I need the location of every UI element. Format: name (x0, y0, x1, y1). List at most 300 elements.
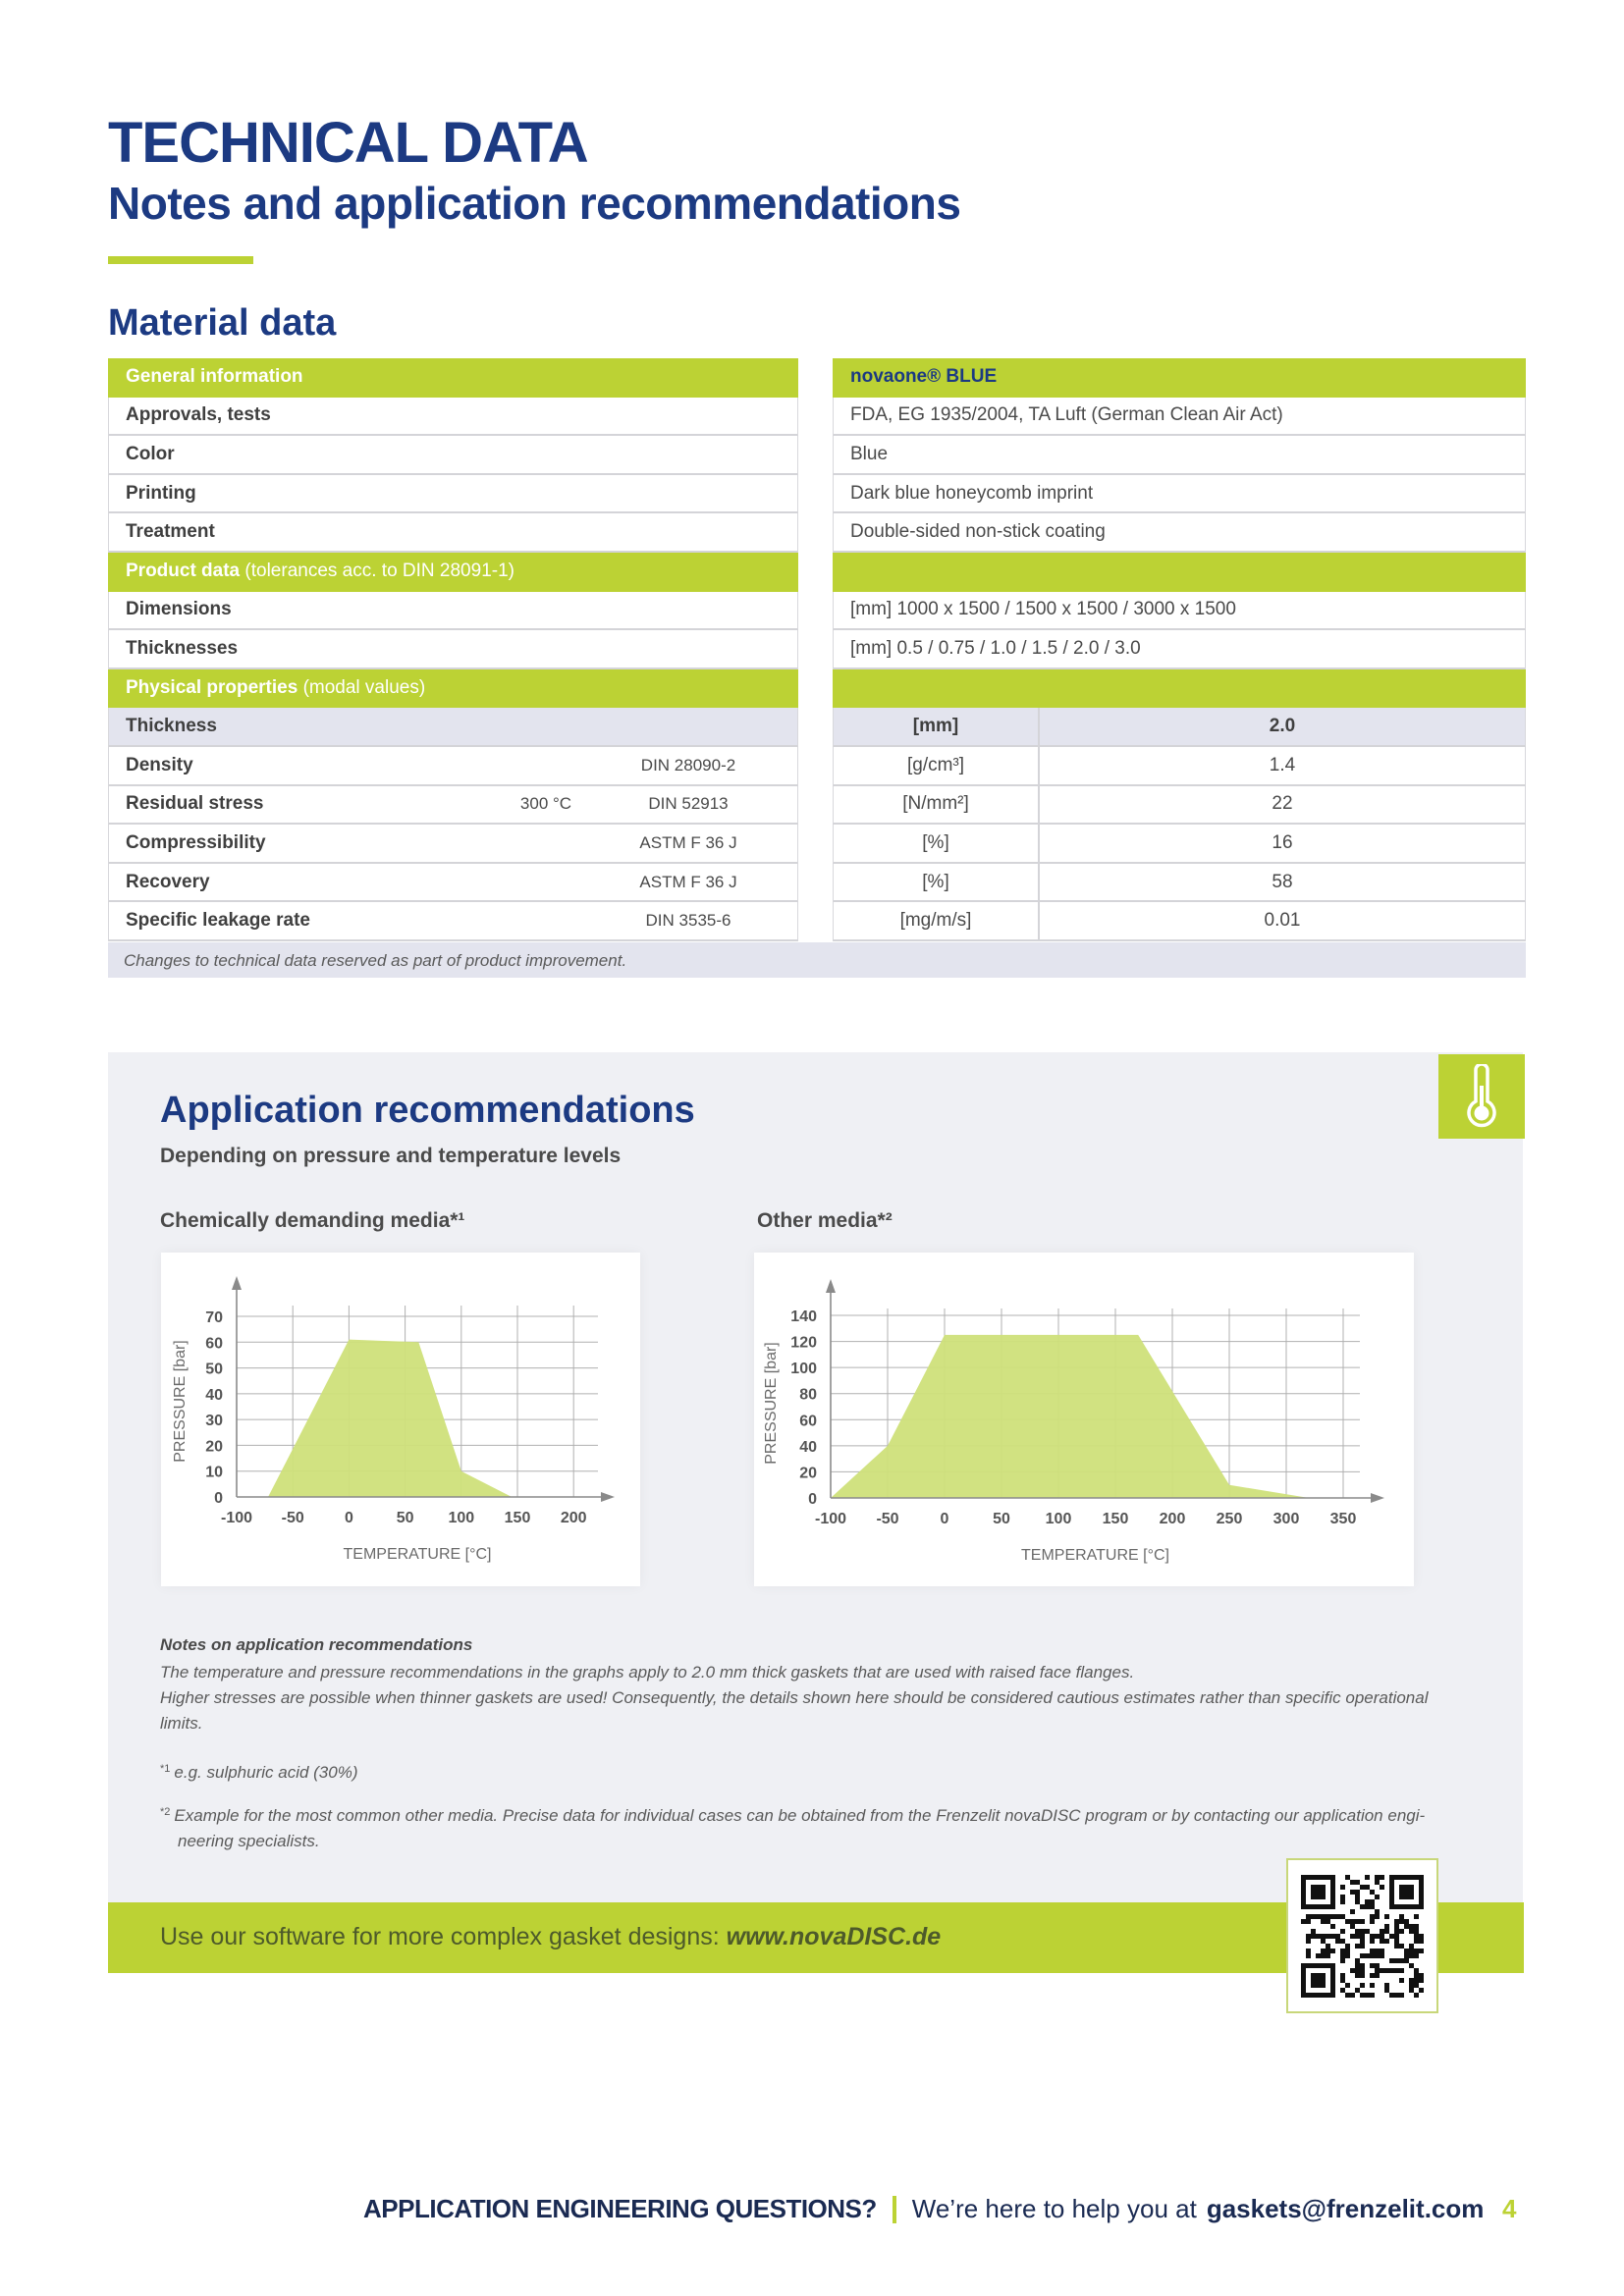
row-standard: DIN 28090-2 (640, 755, 736, 774)
qr-module (1414, 1939, 1419, 1944)
software-banner-text (160, 1923, 941, 1951)
qr-finder-core (1399, 1885, 1414, 1899)
qr-module (1384, 1983, 1389, 1988)
section-header-general (108, 358, 798, 398)
qr-module (1414, 1929, 1419, 1934)
qr-finder-core (1311, 1973, 1326, 1988)
qr-module (1399, 1944, 1404, 1949)
row-value: Double-sided non-stick coating (850, 521, 1106, 543)
qr-module (1360, 1904, 1365, 1909)
section-header-physical (108, 669, 798, 709)
qr-module (1355, 1973, 1360, 1978)
footnote-text: e.g. sulphuric acid (30%) (174, 1763, 358, 1782)
unit-cell: [N/mm²] (834, 786, 1040, 824)
qr-module (1384, 1968, 1389, 1973)
qr-code[interactable] (1286, 1858, 1438, 2013)
qr-module (1375, 1968, 1380, 1973)
qr-module (1414, 1973, 1419, 1978)
qr-module (1321, 1919, 1326, 1924)
qr-module (1345, 1993, 1350, 1998)
row-standard: DIN 3535-6 (645, 911, 731, 931)
qr-module (1360, 1963, 1365, 1968)
chart1-title: Chemically demanding media*¹ (160, 1209, 465, 1232)
y-tick-label: 10 (205, 1464, 223, 1481)
novadisc-link[interactable]: www.novaDISC.de (726, 1923, 942, 1950)
y-tick-label: 30 (205, 1413, 223, 1430)
qr-module (1311, 1914, 1316, 1919)
qr-module (1419, 1949, 1424, 1953)
x-tick-label: -50 (281, 1510, 304, 1526)
table-row (108, 864, 798, 903)
footnote-mark: *1 (160, 1763, 171, 1775)
qr-module (1360, 1885, 1365, 1890)
qr-module (1409, 1949, 1414, 1953)
y-axis-arrow (826, 1279, 836, 1293)
accent-rule (108, 256, 253, 264)
value-cell: 1.4 (1269, 754, 1296, 775)
row-value: [mm] 1000 x 1500 / 1500 x 1500 / 3000 x 1500 (850, 599, 1236, 620)
value-cell: 22 (1272, 793, 1293, 815)
qr-module (1326, 1949, 1330, 1953)
qr-module (1399, 1968, 1404, 1973)
qr-module (1380, 1885, 1384, 1890)
qr-module (1340, 1978, 1345, 1983)
footer-question: APPLICATION ENGINEERING QUESTIONS? (363, 2194, 877, 2223)
qr-module (1360, 1919, 1365, 1924)
row-standard: ASTM F 36 J (639, 832, 737, 852)
row-label: Thicknesses (126, 637, 239, 659)
qr-module (1414, 1983, 1419, 1988)
qr-module (1326, 1953, 1330, 1958)
qr-module (1335, 1939, 1340, 1944)
physical-header-note: (modal values) (302, 676, 426, 698)
table-row (108, 747, 798, 786)
qr-module (1340, 1958, 1345, 1963)
qr-module (1360, 1983, 1365, 1988)
y-tick-label: 80 (799, 1386, 817, 1404)
qr-module (1370, 1973, 1375, 1978)
qr-module (1380, 1934, 1384, 1939)
qr-module (1375, 1973, 1380, 1978)
qr-module (1340, 1953, 1345, 1958)
row-label: Thickness (126, 716, 217, 737)
row-label: Color (126, 443, 175, 464)
qr-module (1350, 1919, 1355, 1924)
row-label: Specific leakage rate (126, 910, 310, 932)
x-tick-label: 300 (1272, 1511, 1300, 1527)
qr-module (1321, 1949, 1326, 1953)
page-number: 4 (1502, 2194, 1517, 2223)
table-row (833, 513, 1526, 553)
note-line: Higher stresses are possible when thinner gaskets are used! Consequently, the details shown here should be considered cautious estimates rather than specific operational (160, 1688, 1429, 1707)
qr-module (1370, 1890, 1375, 1895)
qr-module (1370, 1949, 1375, 1953)
qr-module (1345, 1875, 1350, 1880)
qr-module (1375, 1934, 1380, 1939)
qr-module (1394, 1934, 1399, 1939)
qr-module (1335, 1914, 1340, 1919)
qr-module (1419, 1973, 1424, 1978)
x-tick-label: 200 (560, 1510, 587, 1526)
footer-help-text: We’re here to help you at (911, 2194, 1197, 2223)
thermometer-icon (1462, 1064, 1501, 1129)
qr-module (1365, 1953, 1370, 1958)
footnote-2-continued: neering specialists. (178, 1832, 320, 1850)
qr-module (1330, 1949, 1335, 1953)
qr-module (1384, 1929, 1389, 1934)
pressure-temperature-area (268, 1340, 512, 1497)
row-label: Compressibility (126, 831, 266, 853)
qr-module (1365, 1904, 1370, 1909)
qr-module (1326, 1934, 1330, 1939)
qr-module (1365, 1885, 1370, 1890)
product-name-header (833, 358, 1526, 398)
qr-module (1306, 1953, 1311, 1958)
qr-module (1370, 1899, 1375, 1904)
y-axis-label: PRESSURE [bar] (763, 1342, 780, 1465)
x-tick-label: 0 (940, 1511, 949, 1527)
x-tick-label: 150 (1102, 1511, 1129, 1527)
qr-module (1355, 1988, 1360, 1993)
qr-module (1306, 1949, 1311, 1953)
qr-module (1399, 1978, 1404, 1983)
qr-finder-core (1311, 1885, 1326, 1899)
table-row (833, 436, 1526, 475)
x-tick-label: 150 (504, 1510, 531, 1526)
chart2-title: Other media*² (757, 1209, 893, 1232)
qr-module (1350, 1993, 1355, 1998)
qr-module (1399, 1929, 1404, 1934)
qr-module (1375, 1880, 1380, 1885)
qr-module (1370, 1993, 1375, 1998)
unit-cell: [g/cm³] (834, 747, 1040, 784)
x-axis-label: TEMPERATURE [°C] (1021, 1547, 1169, 1564)
qr-module (1380, 1949, 1384, 1953)
x-axis-arrow (1371, 1493, 1384, 1503)
physical-header-title: Physical properties (126, 676, 298, 698)
qr-module (1414, 1968, 1419, 1973)
qr-module (1355, 1899, 1360, 1904)
x-tick-label: -100 (220, 1510, 253, 1526)
qr-module (1321, 1914, 1326, 1919)
qr-module (1330, 1914, 1335, 1919)
chart-chemically-demanding (161, 1253, 640, 1586)
qr-module (1394, 1968, 1399, 1973)
qr-module (1355, 1944, 1360, 1949)
qr-module (1365, 1899, 1370, 1904)
qr-module (1370, 1953, 1375, 1958)
section-header-label: General information (126, 365, 303, 387)
qr-module (1375, 1875, 1380, 1880)
qr-module (1350, 1968, 1355, 1973)
qr-module (1340, 1885, 1345, 1890)
qr-module (1355, 1890, 1360, 1895)
qr-module (1380, 1953, 1384, 1958)
note-line: limits. (160, 1714, 203, 1733)
x-tick-label: 50 (993, 1511, 1010, 1527)
y-tick-label: 40 (799, 1438, 817, 1456)
y-tick-label: 140 (790, 1308, 817, 1325)
qr-module (1340, 1939, 1345, 1944)
qr-module (1355, 1958, 1360, 1963)
qr-module (1370, 1934, 1375, 1939)
qr-module (1419, 1988, 1424, 1993)
x-tick-label: 200 (1159, 1511, 1186, 1527)
qr-module (1326, 1919, 1330, 1924)
table-row (833, 902, 1526, 941)
qr-module (1414, 1993, 1419, 1998)
qr-module (1380, 1939, 1384, 1944)
qr-module (1394, 1939, 1399, 1944)
row-value: Dark blue honeycomb imprint (850, 482, 1094, 504)
x-tick-label: 100 (1045, 1511, 1072, 1527)
qr-module (1389, 1968, 1394, 1973)
qr-module (1340, 1899, 1345, 1904)
table-row (108, 786, 798, 826)
table-row (108, 630, 798, 669)
chart1-svg (161, 1253, 640, 1586)
qr-module (1340, 1949, 1345, 1953)
qr-module (1409, 1924, 1414, 1929)
qr-module (1350, 1880, 1355, 1885)
qr-module (1355, 1968, 1360, 1973)
qr-module (1330, 1924, 1335, 1929)
product-header-note: (tolerances acc. to DIN 28091-1) (244, 560, 514, 581)
qr-code-icon (1301, 1875, 1424, 1998)
qr-module (1370, 1919, 1375, 1924)
row-standard: DIN 52913 (648, 794, 729, 814)
qr-module (1404, 1953, 1409, 1958)
product-header-title: Product data (126, 560, 241, 581)
footnote-text: Example for the most common other media. Precise data for individual cases can be obtained from the Frenzelit novaDISC program or by contacting our application engi- (174, 1806, 1426, 1825)
qr-module (1370, 1904, 1375, 1909)
unit-cell: [mg/m/s] (834, 902, 1040, 939)
section-header-label (109, 677, 425, 699)
note-line: The temperature and pressure recommendations in the graphs apply to 2.0 mm thick gaskets that are used with raised face flanges. (160, 1663, 1135, 1682)
qr-module (1360, 1934, 1365, 1939)
material-data-heading: Material data (108, 302, 337, 344)
qr-module (1340, 1895, 1345, 1899)
pressure-temperature-area (831, 1335, 1309, 1498)
qr-module (1414, 1924, 1419, 1929)
qr-module (1316, 1914, 1321, 1919)
qr-module (1394, 1919, 1399, 1924)
qr-module (1345, 1944, 1350, 1949)
y-tick-label: 50 (205, 1361, 223, 1378)
chart2-svg (754, 1253, 1414, 1586)
qr-module (1345, 1949, 1350, 1953)
row-standard: ASTM F 36 J (639, 872, 737, 891)
application-heading: Application recommendations (160, 1090, 695, 1131)
qr-module (1330, 1934, 1335, 1939)
row-value: FDA, EG 1935/2004, TA Luft (German Clean Air Act) (850, 404, 1283, 426)
footer-divider (893, 2196, 896, 2223)
qr-module (1370, 1963, 1375, 1968)
qr-module (1404, 1924, 1409, 1929)
row-label: Dimensions (126, 599, 232, 620)
qr-module (1399, 1958, 1404, 1963)
page-title: TECHNICAL DATA (108, 111, 588, 175)
qr-module (1384, 1914, 1389, 1919)
qr-module (1389, 1958, 1394, 1963)
section-spacer (833, 553, 1526, 592)
table-row (833, 630, 1526, 669)
table-row (108, 825, 798, 864)
y-tick-label: 20 (205, 1438, 223, 1456)
qr-module (1370, 1914, 1375, 1919)
row-label: Residual stress (126, 793, 264, 815)
row-label: Printing (126, 482, 196, 504)
footnote-2 (160, 1806, 1425, 1826)
qr-module (1365, 1993, 1370, 1998)
qr-module (1404, 1919, 1409, 1924)
qr-module (1321, 1934, 1326, 1939)
table-row (108, 902, 798, 941)
application-subheading: Depending on pressure and temperature levels (160, 1145, 622, 1167)
qr-module (1345, 1919, 1350, 1924)
qr-module (1409, 1953, 1414, 1958)
x-tick-label: 50 (396, 1510, 414, 1526)
row-label: Density (126, 754, 193, 775)
y-tick-label: 100 (790, 1361, 817, 1378)
qr-module (1340, 1914, 1345, 1919)
qr-module (1414, 1949, 1419, 1953)
table-row (833, 475, 1526, 514)
value-cell: 2.0 (1269, 716, 1296, 737)
notes-title: Notes on application recommendations (160, 1635, 473, 1654)
qr-module (1370, 1983, 1375, 1988)
y-tick-label: 0 (214, 1490, 223, 1507)
qr-module (1365, 1875, 1370, 1880)
qr-module (1340, 1973, 1345, 1978)
row-label: Treatment (126, 521, 215, 543)
qr-module (1394, 1944, 1399, 1949)
y-tick-label: 120 (790, 1334, 817, 1352)
qr-module (1355, 1880, 1360, 1885)
page-subtitle: Notes and application recommendations (108, 178, 961, 229)
table-row (108, 398, 798, 437)
qr-module (1340, 1988, 1345, 1993)
qr-module (1389, 1934, 1394, 1939)
qr-module (1350, 1924, 1355, 1929)
x-axis-arrow (601, 1492, 615, 1502)
qr-module (1375, 1895, 1380, 1899)
qr-module (1394, 1958, 1399, 1963)
qr-module (1399, 1914, 1404, 1919)
x-tick-label: -50 (876, 1511, 899, 1527)
qr-module (1380, 1929, 1384, 1934)
footnote-mark: *2 (160, 1806, 171, 1818)
x-tick-label: 350 (1329, 1511, 1357, 1527)
qr-module (1380, 1875, 1384, 1880)
thermometer-badge (1438, 1054, 1525, 1139)
y-tick-label: 40 (205, 1386, 223, 1404)
qr-module (1355, 1929, 1360, 1934)
qr-module (1384, 1988, 1389, 1993)
qr-module (1355, 1934, 1360, 1939)
table-row (833, 398, 1526, 437)
chart-other-media (754, 1253, 1414, 1586)
banner-text: Use our software for more complex gasket designs: (160, 1923, 727, 1950)
qr-module (1375, 1949, 1380, 1953)
x-axis-label: TEMPERATURE [°C] (343, 1546, 492, 1563)
y-tick-label: 60 (799, 1413, 817, 1430)
material-table-labels (108, 358, 798, 941)
qr-module (1409, 1988, 1414, 1993)
qr-module (1306, 1939, 1311, 1944)
qr-module (1306, 1914, 1311, 1919)
qr-module (1414, 1914, 1419, 1919)
qr-module (1375, 1953, 1380, 1958)
unit-cell: [mm] (834, 708, 1040, 745)
qr-module (1360, 1939, 1365, 1944)
qr-module (1301, 1919, 1306, 1924)
qr-module (1311, 1934, 1316, 1939)
unit-cell: [%] (834, 864, 1040, 901)
table-row (108, 475, 798, 514)
table-row (108, 592, 798, 631)
unit-cell: [%] (834, 825, 1040, 862)
qr-module (1419, 1978, 1424, 1983)
table-row (833, 747, 1526, 786)
qr-module (1404, 1958, 1409, 1963)
qr-module (1316, 1953, 1321, 1958)
x-tick-label: 0 (344, 1510, 353, 1526)
qr-module (1326, 1944, 1330, 1949)
qr-module (1360, 1944, 1365, 1949)
qr-module (1399, 1993, 1404, 1998)
qr-module (1409, 1929, 1414, 1934)
row-condition: 300 °C (519, 794, 572, 814)
y-tick-label: 60 (205, 1335, 223, 1353)
qr-module (1360, 1953, 1365, 1958)
qr-module (1389, 1993, 1394, 1998)
qr-module (1350, 1934, 1355, 1939)
qr-module (1340, 1929, 1345, 1934)
qr-module (1370, 1939, 1375, 1944)
qr-module (1350, 1909, 1355, 1914)
section-header-label (109, 561, 514, 582)
qr-module (1419, 1934, 1424, 1939)
material-table-values (833, 358, 1526, 941)
qr-module (1345, 1983, 1350, 1988)
qr-module (1409, 1978, 1414, 1983)
qr-module (1375, 1963, 1380, 1968)
qr-module (1414, 1953, 1419, 1958)
x-tick-label: 250 (1216, 1511, 1243, 1527)
y-axis-arrow (232, 1276, 242, 1290)
section-header-product (108, 553, 798, 592)
qr-module (1311, 1929, 1316, 1934)
qr-module (1360, 1968, 1365, 1973)
qr-module (1409, 1944, 1414, 1949)
footer-email-link[interactable]: gaskets@frenzelit.com (1206, 2194, 1485, 2223)
qr-module (1399, 1919, 1404, 1924)
row-label: Recovery (126, 871, 210, 892)
qr-module (1419, 1939, 1424, 1944)
table-footnote: Changes to technical data reserved as part of product improvement. (124, 951, 627, 970)
value-cell: 0.01 (1264, 910, 1301, 932)
x-tick-label: -100 (814, 1511, 847, 1527)
thickness-row (108, 708, 798, 747)
table-row (833, 592, 1526, 631)
qr-module (1350, 1890, 1355, 1895)
table-row (833, 864, 1526, 903)
qr-module (1394, 1924, 1399, 1929)
product-name: novaone® BLUE (850, 365, 998, 387)
qr-module (1394, 1993, 1399, 1998)
y-tick-label: 70 (205, 1309, 223, 1326)
